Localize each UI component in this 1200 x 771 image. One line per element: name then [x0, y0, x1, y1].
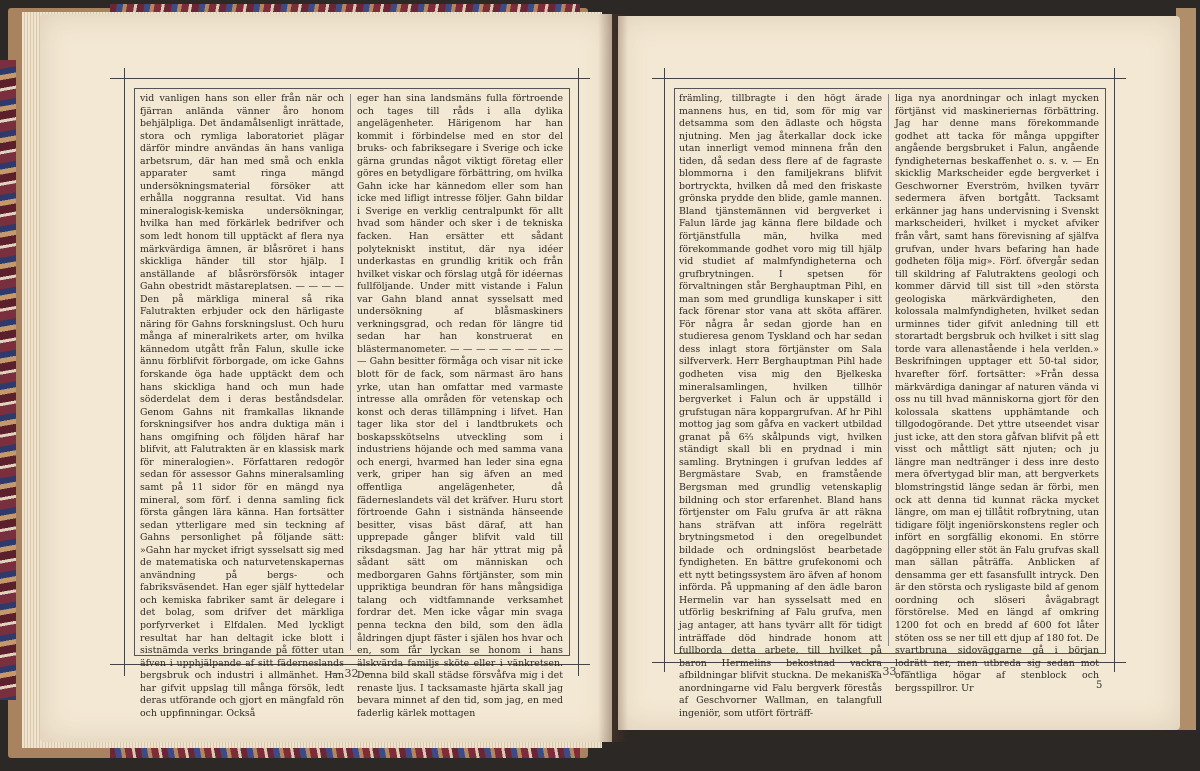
- book-gutter: [598, 14, 628, 742]
- right-column-divider: [888, 94, 889, 646]
- left-frame-line-top: [110, 78, 590, 79]
- right-frame-line-right: [1114, 68, 1115, 672]
- right-frame-line-top: [652, 78, 1126, 79]
- left-page-column-1: vid vanligen hans son eller från när och fjärran anlända vänner åro honom behjälpliga. Det ändamålsenligt inrättade, stora och rymliga laboratoriet plägar därför mindre användas än hans vanliga arbetsrum, där han med små och enkla apparater samt ringa mängd undersökningsmaterial försöker att erhålla noggranna resultat. Vid hans mineralogisk-kemiska undersökningar, hvilka han med förkärlek bedrifver och som ledt honom till upptäckt af flera nya märkvärdiga ämnen, är blåsröret i hans skickliga händer till stor hjälp. I anställande af blåsrörsförsök intager Gahn obestridt mästareplatsen. — — — — Den på märkliga mineral så rika Falutrakten erbjuder ock den härligaste näring för Gahns forskningslust. Och huru många af mineralrikets arter, om hvilka kännedom utgått från Falun, skulle icke ännu förblifvit förborgade, om icke Gahns forskande öga hade upptäckt dem och hans skickliga hand och mun hade söderdelat dem i deras beståndsdelar. Genom Gahns nit framkallas liknande forskningsifver hos andra duktiga män i hans omgifning och följden häraf har blifvit, att Falutrakten är en klassisk mark för mineralogien». Författaren redogör sedan för assessor Gahns mineralsamling samt på 11 sidor för en mängd nya mineral, som förf. i denna samling fick första gången lära känna. Han fortsätter sedan ytterligare med sin teckning af Gahns personlighet på följande sätt: »Gahn har mycket ifrigt sysselsatt sig med de matematiska och naturvetenskapernas användning på bergs- och fabriksväsendet. Han eger själf hyttedelar och kemiska fabriker samt är delegare i det bolag, som drifver det märkliga porfyrverket i Elfdalen. Med lyckligt resultat har han deltagit icke blott i sistnämda verks bringande på fötter utan äfven i upphjälpande af sitt fäderneslands bergsbruk och industri i allmänhet. Han har gifvit uppslag till många försök, ledt deras utförande och gjort en mängfald rön och uppfinningar. Också: [140, 93, 344, 719]
- left-page-number: — 32 —: [330, 667, 373, 680]
- left-page-column-2: eger han sina landsmäns fulla förtroende och tages till råds i alla dylika angelägenheter. Härigenom har han kommit i förbindelse med en stor del bruks- och fabriksegare i Sverige och icke gärna grundas något viktigt företag eller göres en betydligare förbättring, om hvilka Gahn icke har kännedom eller som han icke med lifligt intresse följer. Gahn bildar i Sverige en verklig centralpunkt för allt hvad som händer och sker i de tekniska facken. Han ersätter ett sådant polytekniskt institut, där nya idéer underkastas en grundlig kritik och från hvilket viskar och förslag utgå för idéernas fullföljande. Under mitt vistande i Falun var Gahn bland annat sysselsatt med undersökning af blåsmaskiners verkningsgrad, och redan för längre tid sedan har han konstruerat en blästermanometer. — — — — — — — — — — Gahn besitter förmåga och visar nit icke blott för de fack, som närmast äro hans yrke, utan han omfattar med varmaste intresse alla områden för vetenskap och konst och deras tillämpning i lifvet. Han tager lika stor del i landtbrukets och boskapsskötselns utveckling som i industriens höjande och med samma vana och energi, hvarmed han leder sina egna verk, griper han sig äfven an med offentliga angelägenheter, då fäderneslandets väl det kräfver. Huru stort förtroende Gahn i sistnända hänseende besitter, visas bäst däraf, att han upprepade gånger blifvit vald till riksdagsman. Jag har här yttrat mig på sådant sätt om människan och medborgaren Gahns förtjänster, som min uppriktiga beundran för hans mångsidiga talang och vidtfamnande verksamhet fordrar det. Men icke vågar min svaga penna teckna den bild, som den ädla åldringen djupt fäster i själen hos hvar och en, som får lyckan se honom i hans älskvärda familjs sköte eller i vänkretsen. Denna bild skall städse försvåfva mig i det renaste ljus. I tacksamaste hjärta skall jag bevara minnet af den tid, som jag, en med faderlig kärlek mottagen: [357, 93, 563, 719]
- sheet-signature-number: 5: [1096, 680, 1103, 691]
- right-page-number: — 33 —: [868, 665, 911, 678]
- left-frame-line-left: [124, 68, 125, 676]
- right-page-column-1: främling, tillbragte i den högt ärade mannens hus, en tid, som för mig var detsamma som den ädlaste och högsta njutning. Men jag återkallar dock icke utan innerligt vemod minnena från den tiden, då sedan dess flere af de fagraste blommorna i den familjekrans blifvit bortryckta, hvilken då med den friskaste grönska prydde den blide, gamle mannen. Bland tjänstemännen vid bergverket i Falun lärde jag känna flere bildade och förtjänstfulla män, hvilka med förekommande godhet voro mig till hjälp vid studiet af malmfyndigheterna och grufbrytningen. I spetsen för förvaltningen står Berghauptman Pihl, en man som med grundliga kunskaper i sitt fack förenar stor vana att sköta affärer. För några år sedan gjorde han en studieresa genom Tyskland och har sedan dess inlagt stora förtjänster om Sala silfververk. Herr Berghauptman Pihl hade godheten visa mig den Bjelkeska mineralsamlingen, hvilken tillhör bergverket i Falun och är uppställd i grufstugan nära koppargrufvan. Af hr Pihl mottog jag som gåfva en vackert utbildad granat på 6⅔ skålpunds vigt, hvilken ständigt skall bli en prydnad i min samling. Brytningen i grufvan leddes af Bergmästare Svab, en framstående Bergsman med grundlig vetenskaplig bildning och stor erfarenhet. Bland hans förtjenster om Falu grufva är att räkna hans sträfvan att införa regelrätt brytningsmetod i den oregelbundet bildade och ordningslöst bearbetade fyndigheten. En bättre grufekonomi och ett nytt betingssystem äro äfven af honom införda. På uppmaning af den ädle baron Hermelin var han sysselsatt med en utförlig beskrifning af Falu grufva, men jag antager, att hans tyvärr allt för tidigt inträffade död hindrade honom att fullborda detta arbete, till hvilket på baron Hermelins bekostnad vackra afbildningar blifvit stuckna. De mekaniska anordningarne vid Falu bergverk förestås af Geschvorner Wallman, en talangfull ingeniör, som utfört förträff-: [679, 93, 882, 719]
- marbled-edge-left: [0, 60, 16, 700]
- left-column-divider: [350, 94, 351, 650]
- right-frame-line-left: [664, 68, 665, 672]
- right-page-column-2: liga nya anordningar och inlagt mycken förtjänst vid maskineriernas förbättring. Jag har denne mans förekommande godhet att tacka för många uppgifter angående bergsbruket i Falun, angående fyndigheternas beskaffenhet o. s. v. — En skicklig Markscheider egde bergverket i Geschworner Everström, hvilken tyvärr sedermera äfven bortgått. Tacksamt erkänner jag hans undervisning i Svenskt markscheideri, hvilket i mycket afviker från vårt, samt hans förevisning af själfva grufvan, under hvars befaring han hade godheten följa mig». Förf. öfvergår sedan till skildring af Falutraktens geologi och kommer därvid till sist till »den största geologiska märkvärdigheten, den kolossala malmfyndigheten, hvilket sedan urminnes tider gifvit anledning till ett storartadt bergsbruk och hvilket i sitt slag torde vara allenastående i hela verlden.» Beskrifningen upptager ett 50-tal sidor, hvarefter förf. fortsätter: »Från dessa märkvärdiga daningar af naturen vända vi oss nu till hvad människorna gjort för den kolossala skattens upphämtande och tillgodogörande. Det yttre utseendet visar just icke, att den stora gåfvan blifvit på ett visst och måttligt sätt njuten; och ju längre man nedtränger i dess inre desto mera öfvertygad blir man, att bergverkets blomstringstid länge sedan är förbi, men ock att denna tid kunnat räcka mycket längre, om man ej tillåtit rofbrytning, utan tidigare följt ingeniörskonstens regler och infört en sorgfällig ekonomi. En större dagöppning eller stöt än Falu grufvas skall man sällan påträffa. Anblicken af densamma ger ett fasansfullt intryck. Den är den största och rysligaste bild af genom oordning och slöseri åvägabragt förstörelse. Med en längd af omkring 1200 fot och en bredd af 600 fot låter stöten oss se ner till ett djup af 180 fot. De svartbruna sidoväggarne gå i början lodrätt ner, men utbreda sig sedan mot ofantliga högar af stenblock och bergsspillror. Ur: [895, 93, 1099, 694]
- left-frame-line-right: [578, 68, 579, 676]
